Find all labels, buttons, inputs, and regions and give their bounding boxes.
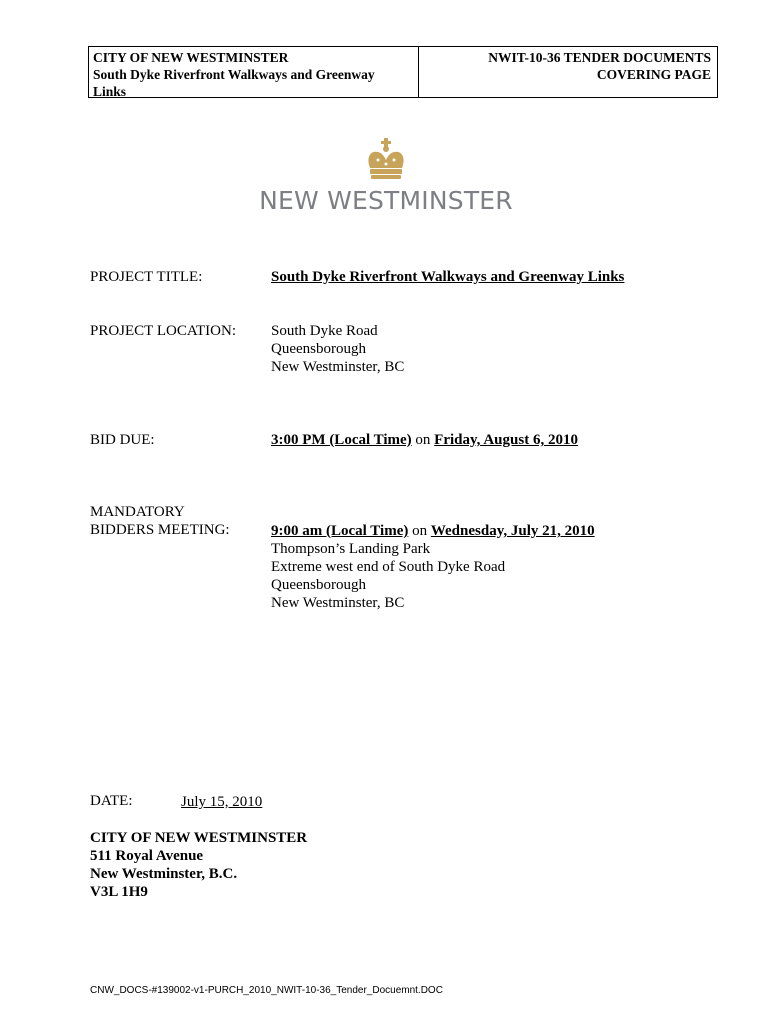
location-line: New Westminster, BC [271, 359, 405, 375]
project-location-label: PROJECT LOCATION: [90, 323, 236, 339]
header-page-type: COVERING PAGE [596, 67, 711, 82]
date-label: DATE: [90, 793, 133, 809]
meeting-time: 9:00 am (Local Time) [271, 523, 409, 539]
bid-due-value [271, 431, 578, 449]
document-footer: CNW_DOCS-#139002-v1-PURCH_2010_NWIT-10-36_Tender_Docuemnt.DOC [90, 985, 443, 996]
city-address-street: 511 Royal Avenue [90, 848, 204, 864]
bid-due-label: BID DUE: [90, 432, 155, 448]
meeting-connector: on [408, 523, 431, 539]
bid-due-date: Friday, August 6, 2010 [434, 432, 578, 448]
header-table [88, 46, 718, 98]
header-left-cell [89, 47, 419, 97]
city-address-block [90, 829, 307, 901]
logo-wordmark: NEW WESTMINSTER [259, 186, 513, 215]
header-project-name: South Dyke Riverfront Walkways and Greenway [93, 67, 375, 82]
date-value: July 15, 2010 [181, 794, 263, 810]
city-logo [258, 138, 514, 218]
meeting-value [271, 522, 595, 612]
bid-due-time: 3:00 PM (Local Time) [271, 432, 412, 448]
meeting-label-line1: MANDATORY [90, 504, 185, 520]
location-line: Queensborough [271, 341, 366, 357]
meeting-location-line: Thompson’s Landing Park [271, 541, 431, 557]
header-project-name-cont: Links [93, 84, 127, 99]
header-right-cell [419, 47, 717, 97]
project-location-value [271, 322, 404, 376]
location-line: South Dyke Road [271, 323, 378, 339]
city-postal-code: V3L 1H9 [90, 884, 148, 900]
meeting-label-line2: BIDDERS MEETING: [90, 522, 230, 538]
project-title-value: South Dyke Riverfront Walkways and Greenway Links [271, 269, 625, 285]
header-document-number: NWIT-10-36 TENDER DOCUMENTS [488, 50, 711, 65]
city-address-city: New Westminster, B.C. [90, 866, 238, 882]
meeting-datetime [271, 522, 595, 540]
meeting-location-line: New Westminster, BC [271, 595, 405, 611]
project-title-label: PROJECT TITLE: [90, 269, 203, 285]
meeting-date: Wednesday, July 21, 2010 [430, 523, 595, 539]
city-name: CITY OF NEW WESTMINSTER [90, 830, 308, 846]
crown-icon [364, 138, 408, 184]
header-city-name: CITY OF NEW WESTMINSTER [93, 50, 289, 65]
bid-due-connector: on [411, 432, 435, 448]
meeting-location-line: Extreme west end of South Dyke Road [271, 559, 506, 575]
meeting-label [90, 503, 230, 539]
meeting-location-line: Queensborough [271, 577, 366, 593]
